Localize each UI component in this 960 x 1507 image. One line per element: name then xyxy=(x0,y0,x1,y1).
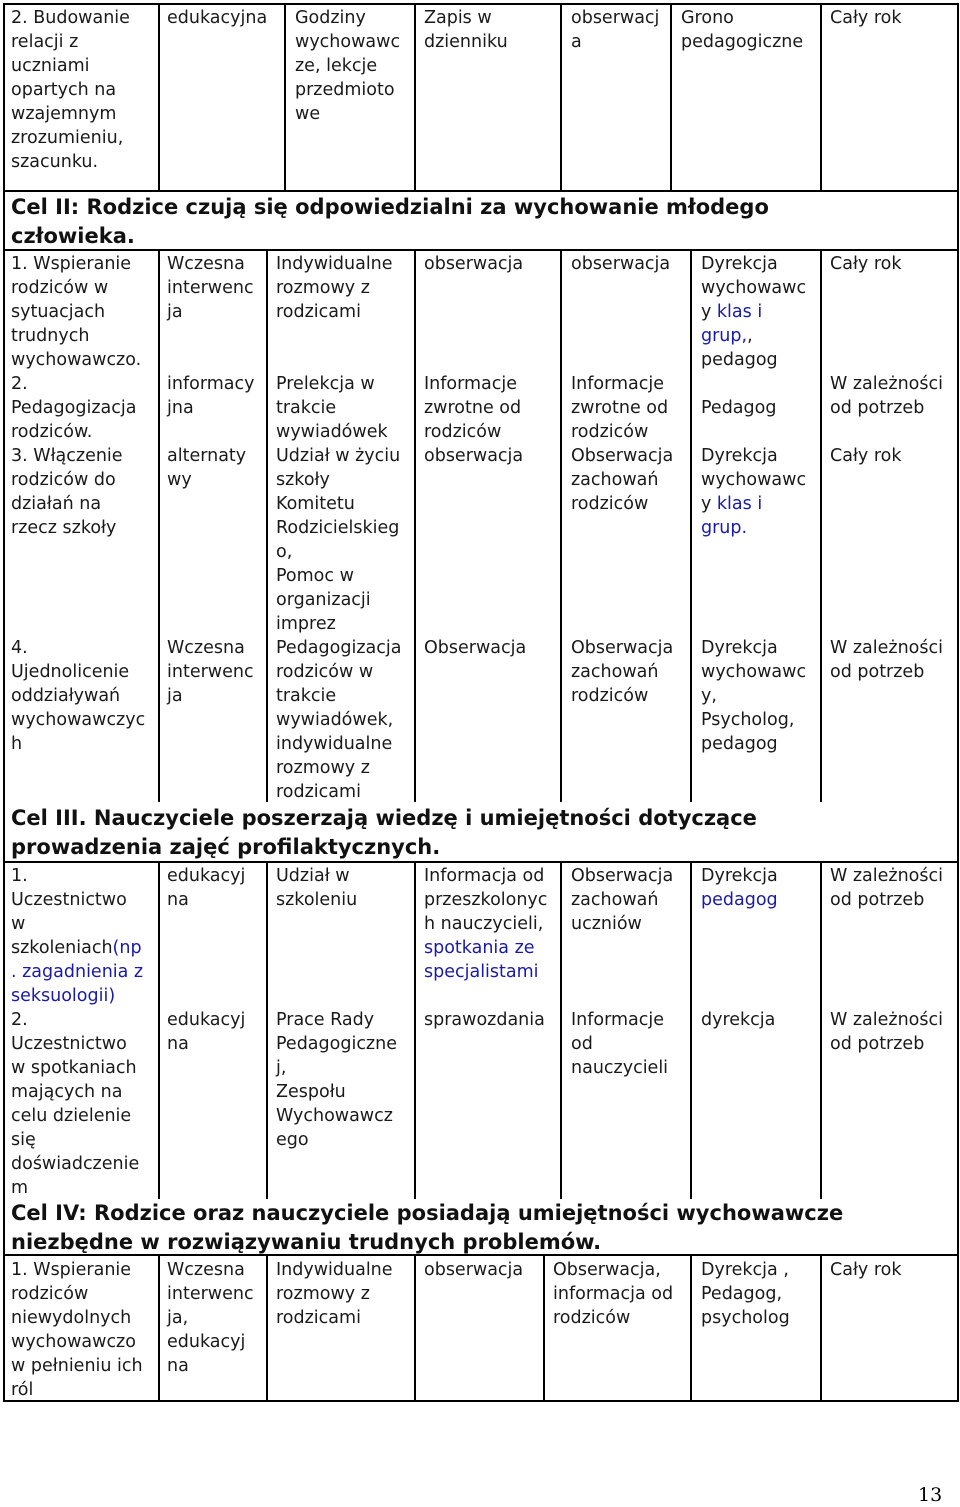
goal-heading: Cel II: Rodzice czują się odpowiedzialni za wychowanie młodego człowieka. xyxy=(11,195,769,248)
monitoring-cell: Informacje od nauczycieli xyxy=(571,1010,669,1078)
deadline-cell: Cały rok xyxy=(830,1260,902,1280)
responsible-cell: Dyrekcja , Pedagog, psycholog xyxy=(701,1260,790,1328)
table-rule xyxy=(158,3,160,192)
task-cell: 2. Pedagogizacja rodziców. xyxy=(11,374,137,442)
evaluation-cell: Obserwacja xyxy=(424,638,527,658)
table-rule xyxy=(3,1400,959,1402)
deadline-cell: Cały rok xyxy=(830,254,902,274)
form-cell: edukacyj na xyxy=(167,1010,246,1054)
monitoring-cell: Obserwacja zachowań rodziców xyxy=(571,446,674,514)
responsible-link-text: klas i xyxy=(716,302,763,322)
form-cell: Wczesna interwenc ja xyxy=(167,638,254,706)
goal-heading: Cel III. Nauczyciele poszerzają wiedzę i umiejętności dotyczące prowadzenia zajęć profilaktycznych. xyxy=(11,806,757,859)
table-rule xyxy=(690,861,692,1199)
responsible-link-text: grup. xyxy=(701,518,748,538)
evaluation-cell: sprawozdania xyxy=(424,1010,545,1030)
form-cell: alternaty wy xyxy=(167,446,247,490)
table-rule xyxy=(158,861,160,1199)
page-number: 13 xyxy=(918,1484,943,1506)
form-cell: Wczesna interwenc ja xyxy=(167,254,254,322)
method-cell: Indywidualne rozmowy z rodzicami xyxy=(276,254,393,322)
method-cell: Udział w życiu szkoły Komitetu Rodzicielskieg o, Pomoc w organizacji imprez xyxy=(276,446,401,634)
method-cell: Prace Rady Pedagogiczne j, Zespołu Wychowawcz ego xyxy=(276,1010,397,1150)
method-cell: Indywidualne rozmowy z rodzicami xyxy=(276,1260,393,1328)
deadline-cell: W zależności od potrzeb xyxy=(830,638,943,682)
monitoring-cell: Obserwacja zachowań rodziców xyxy=(571,638,674,706)
evaluation-cell: Informacje zwrotne od rodziców xyxy=(424,374,522,442)
task-cell: 1. Wspieranie rodziców niewydolnych wychowawczo w pełnieniu ich ról xyxy=(11,1260,143,1400)
table-rule xyxy=(158,1254,160,1402)
table-rule xyxy=(266,861,268,1199)
deadline-cell: W zależności od potrzeb xyxy=(830,1010,943,1054)
table-rule xyxy=(414,1254,416,1402)
task-cell xyxy=(11,864,143,1008)
table-rule xyxy=(3,3,959,5)
method-cell: Pedagogizacja rodziców w trakcie wywiadówek, indywidualne rozmowy z rodzicami xyxy=(276,638,402,802)
table-rule xyxy=(820,861,822,1199)
form-cell: edukacyj na xyxy=(167,866,246,910)
monitoring-cell: obserwacj a xyxy=(571,8,660,52)
evaluation-cell: Zapis w dzienniku xyxy=(424,8,508,52)
task-cell: 3. Włączenie rodziców do działań na rzecz szkoły xyxy=(11,446,123,538)
evaluation-text: Informacja od przeszkolonyc h nauczycieli, xyxy=(424,866,548,934)
table-rule xyxy=(3,190,959,192)
task-cell: 1. Wspieranie rodziców w sytuacjach trudnych wychowawczo. xyxy=(11,254,142,370)
method-cell: Godziny wychowawc ze, lekcje przedmioto we xyxy=(295,8,401,124)
evaluation-cell: obserwacja xyxy=(424,1260,524,1280)
deadline-cell: W zależności od potrzeb xyxy=(830,374,943,418)
table-rule xyxy=(158,249,160,802)
responsible-link-text: klas i xyxy=(716,494,763,514)
table-rule xyxy=(690,1254,692,1402)
form-cell: Wczesna interwenc ja, edukacyj na xyxy=(167,1260,254,1376)
task-cell: 2. Uczestnictwo w spotkaniach mających na celu dzielenie się doświadczenie m xyxy=(11,1010,140,1198)
table-rule xyxy=(820,3,822,192)
responsible-cell xyxy=(701,864,778,912)
monitoring-cell: obserwacja xyxy=(571,254,671,274)
table-rule xyxy=(414,3,416,192)
responsible-link-text: grup, xyxy=(701,326,748,346)
deadline-cell: Cały rok xyxy=(830,446,902,466)
table-rule xyxy=(266,1254,268,1402)
table-rule xyxy=(266,249,268,802)
monitoring-cell: Obserwacja zachowań uczniów xyxy=(571,866,674,934)
method-cell: Prelekcja w trakcie wywiadówek xyxy=(276,374,388,442)
goal-heading: Cel IV: Rodzice oraz nauczyciele posiadają umiejętności wychowawcze niezbędne w rozwiązywaniu trudnych problemów. xyxy=(11,1201,844,1254)
responsible-cell xyxy=(701,444,806,540)
responsible-cell xyxy=(701,252,806,372)
table-rule xyxy=(543,1254,545,1402)
table-rule xyxy=(414,861,416,1199)
evaluation-cell xyxy=(424,864,547,984)
task-text: 1. Uczestnictwo w szkoleniach xyxy=(11,866,127,958)
monitoring-cell: Obserwacja, informacja od rodziców xyxy=(553,1260,674,1328)
monitoring-cell: Informacje zwrotne od rodziców xyxy=(571,374,669,442)
table-rule xyxy=(820,249,822,802)
table-rule xyxy=(3,3,5,1402)
table-rule xyxy=(560,861,562,1199)
table-rule xyxy=(690,249,692,802)
task-cell: 4. Ujednolicenie oddziaływań wychowawczyc h xyxy=(11,638,146,754)
deadline-cell: W zależności od potrzeb xyxy=(830,866,943,910)
method-cell: Udział w szkoleniu xyxy=(276,866,358,910)
table-rule xyxy=(820,1254,822,1402)
table-rule xyxy=(560,3,562,192)
responsible-cell: Pedagog xyxy=(701,398,777,418)
evaluation-link-text: spotkania ze specjalistami xyxy=(424,938,539,982)
responsible-text: Dyrekcja wychowawc y xyxy=(701,446,807,514)
evaluation-cell: obserwacja xyxy=(424,446,524,466)
responsible-text: Dyrekcja wychowawc y xyxy=(701,254,807,322)
form-cell: informacy jna xyxy=(167,374,255,418)
deadline-cell: Cały rok xyxy=(830,8,902,28)
evaluation-cell: obserwacja xyxy=(424,254,524,274)
responsible-cell: dyrekcja xyxy=(701,1010,776,1030)
table-rule xyxy=(284,3,286,192)
task-note-text: (np . zagadnienia z seksuologii) xyxy=(11,938,144,1006)
table-rule xyxy=(957,3,959,1402)
responsible-cell: Grono pedagogiczne xyxy=(681,8,804,52)
table-rule xyxy=(414,249,416,802)
table-rule xyxy=(560,249,562,802)
task-cell: 2. Budowanie relacji z uczniami opartych na wzajemnym zrozumieniu, szacunku. xyxy=(11,8,130,172)
responsible-text: Dyrekcja xyxy=(701,866,778,886)
responsible-text: , pedagog xyxy=(701,326,778,370)
responsible-link-text: pedagog xyxy=(701,890,778,910)
responsible-cell: Dyrekcja wychowawc y, Psycholog, pedagog xyxy=(701,638,807,754)
form-cell: edukacyjna xyxy=(167,8,268,28)
table-rule xyxy=(670,3,672,192)
